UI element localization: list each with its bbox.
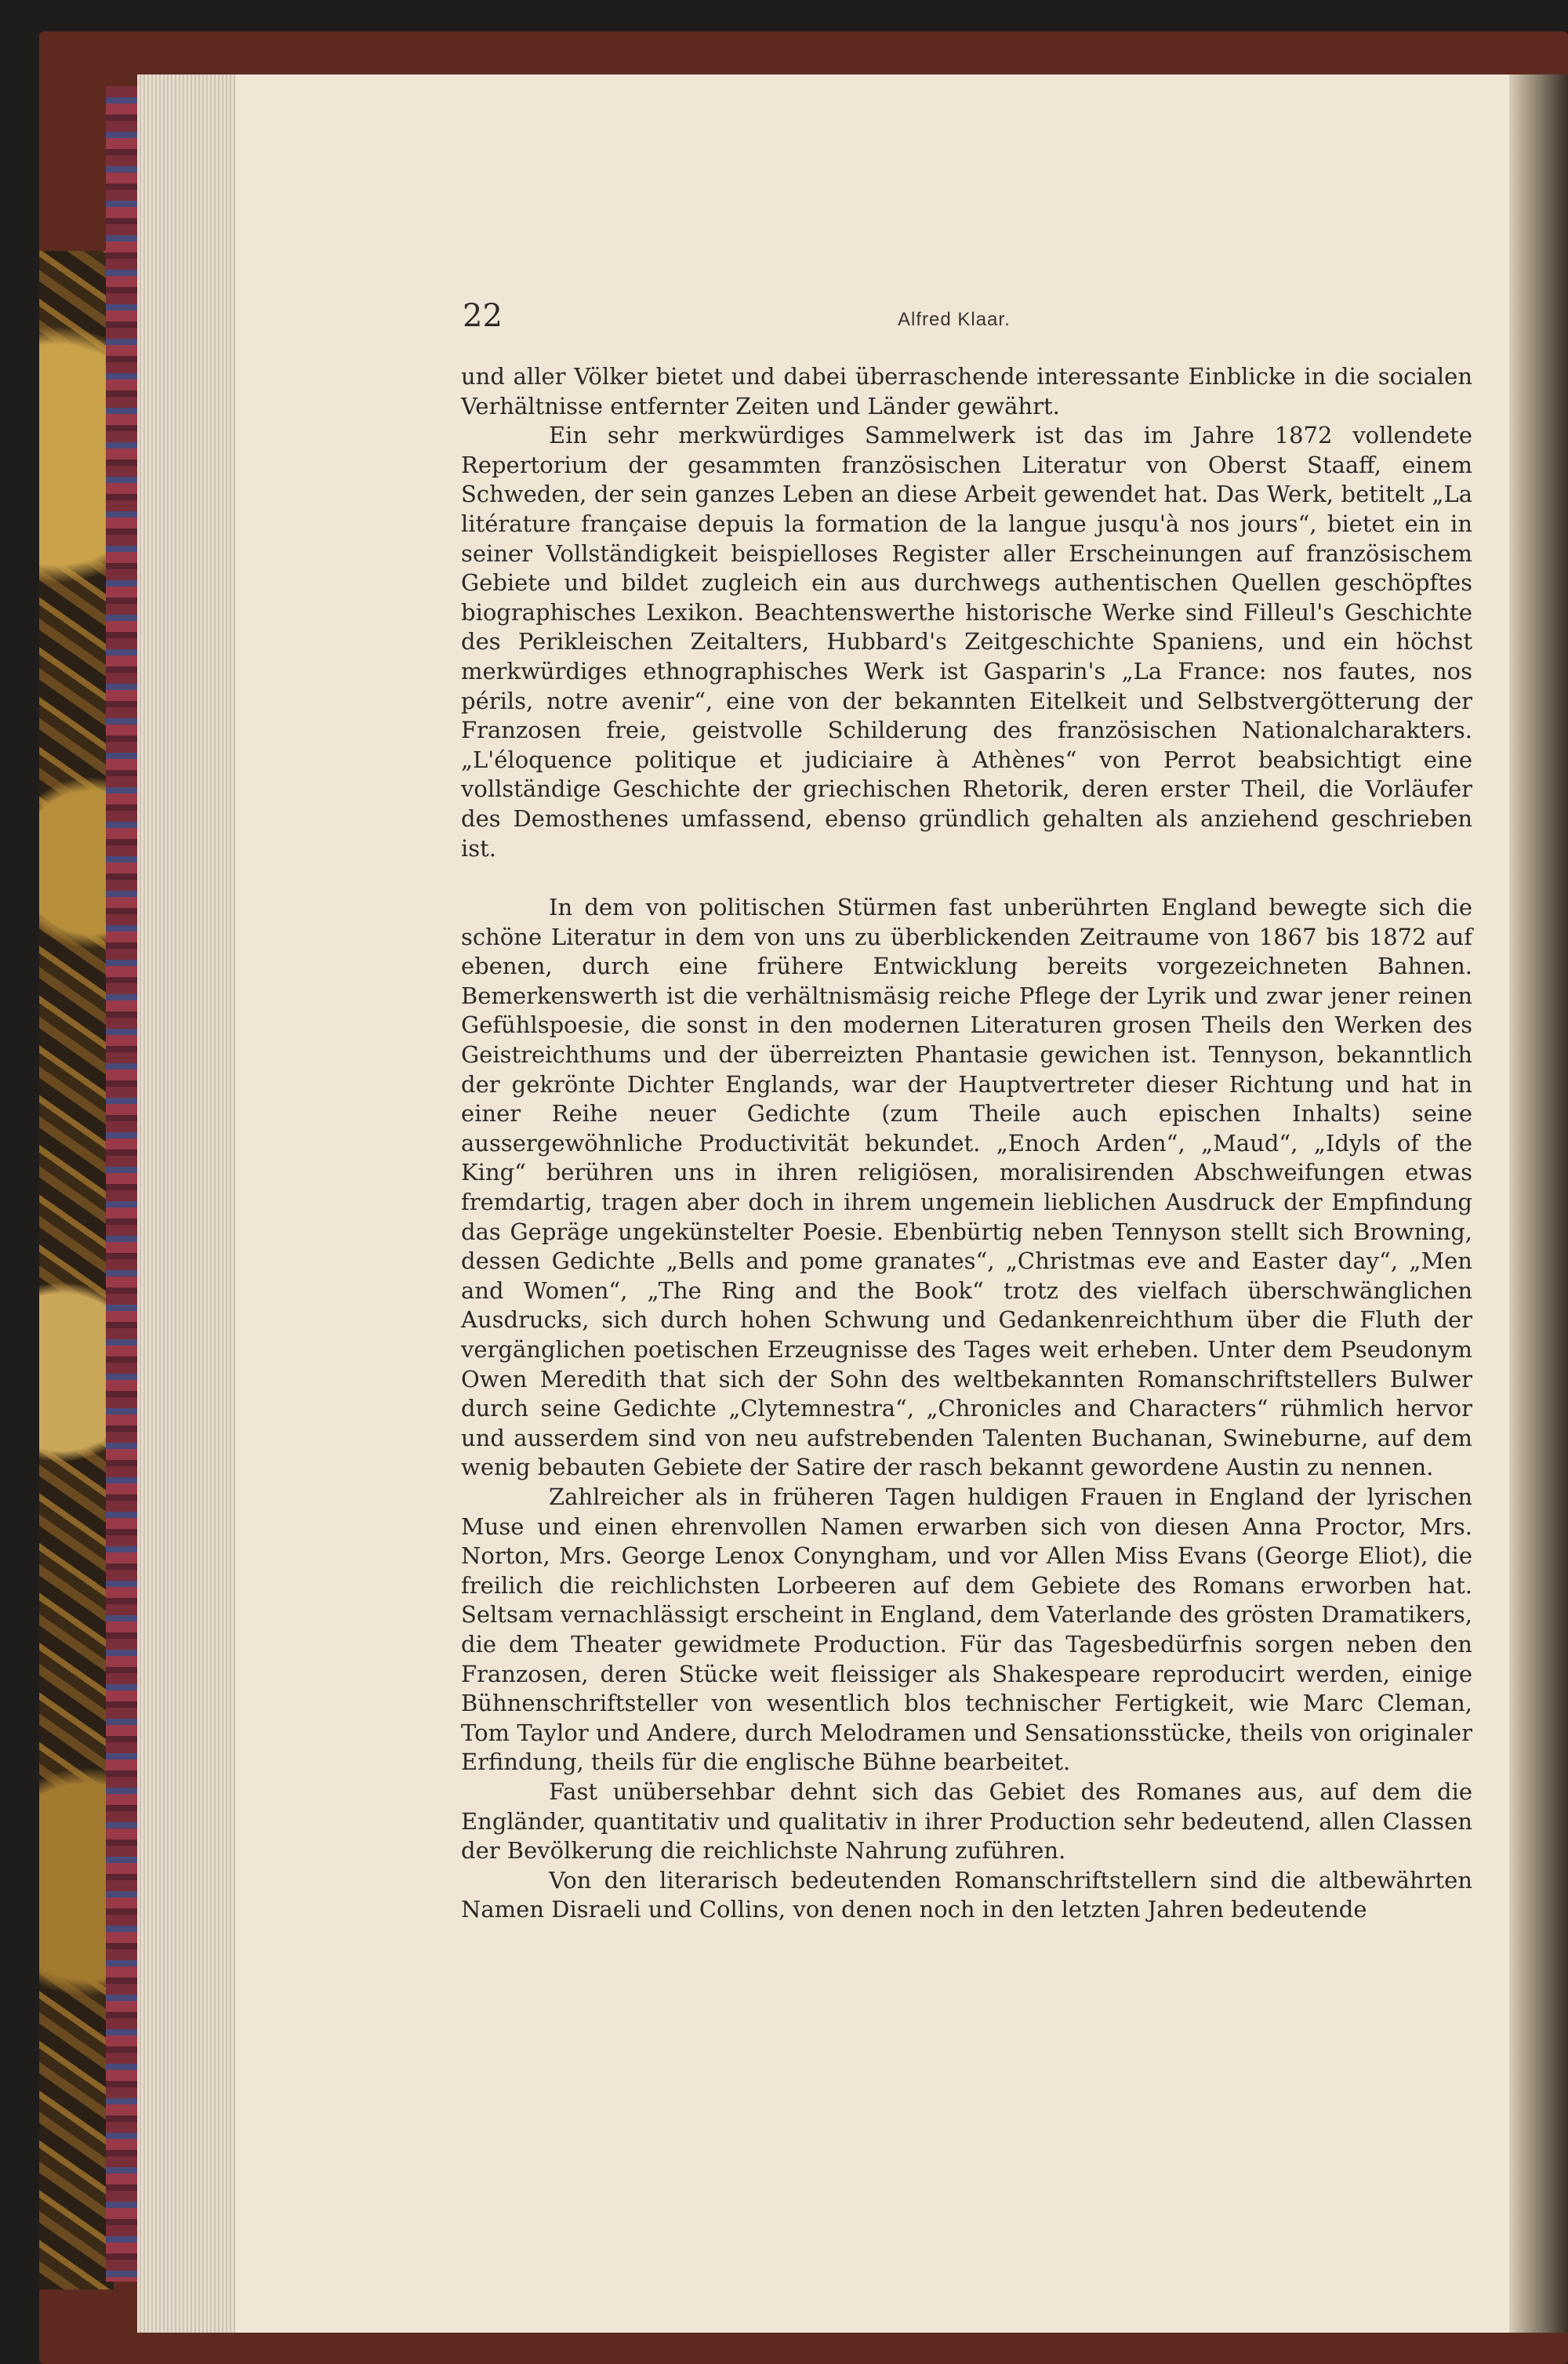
running-head: Alfred Klaar. bbox=[898, 309, 1011, 330]
body-text bbox=[461, 362, 1472, 1925]
paragraph: und aller Völker bietet und dabei überraschende interessante Einblicke in die socialen Verhältnisse entfernter Zeiten und Länder gewährt. bbox=[461, 363, 1472, 419]
paragraph: In dem von politischen Stürmen fast unberührten England bewegte sich die schöne Literatur in dem von uns zu überblickenden Zeitraume von 1867 bis 1872 auf ebenen, durch eine frühere Entwicklung bereits vorgezeichneten Bahnen. Bemerkenswerth ist die verhältnismäsig reiche Pflege der Lyrik und zwar jener reinen Gefühlspoesie, die sonst in den modernen Literaturen grosen Theils den Werken des Geistreichthums und der überreizten Phantasie gewichen ist. Tennyson, bekanntlich der gekrönte Dichter Englands, war der Hauptvertreter dieser Richtung und hat in einer Reihe neuer Gedichte (zum Theile auch epischen Inhalts) seine aussergewöhnliche Productivität bekundet. „Enoch Arden“, „Maud“, „Idyls of the King“ berühren uns in ihren religiösen, moralisirenden Abschweifungen etwas fremdartig, tragen aber doch in ihrem ungemein lieblichen Ausdruck der Empfindung das Gepräge ungekünstelter Poesie. Ebenbürtig neben Tennyson stellt sich Browning, dessen Gedichte „Bells and pome granates“, „Christmas eve and Easter day“, „Men and Women“, „The Ring and the Book“ trotz des vielfach überschwänglichen Ausdrucks, sich durch hohen Schwung und Gedankenreichthum über die Fluth der vergänglichen poetischen Erzeugnisse des Tages weit erheben. Unter dem Pseudonym Owen Meredith that sich der Sohn des weltbekannten Romanschriftstellers Bulwer durch seine Gedichte „Clytemnestra“, „Chronicles and Characters“ rühmlich hervor und ausserdem sind von neu aufstrebenden Talenten Buchanan, Swineburne, auf dem wenig bebauten Gebiete der Satire der rasch bekannt gewordene Austin zu nennen. bbox=[461, 894, 1472, 1481]
marbled-endpaper bbox=[39, 251, 114, 2290]
gutter-shadow bbox=[1509, 74, 1568, 2333]
paragraph: Von den literarisch bedeutenden Romanschriftstellern sind die altbewährten Namen Disraeli und Collins, von denen noch in den letzten Jahren bedeutende bbox=[461, 1866, 1472, 1923]
page-header bbox=[463, 298, 1474, 345]
headband bbox=[106, 86, 137, 2282]
page-number: 22 bbox=[463, 298, 503, 334]
paragraph: Fast unübersehbar dehnt sich das Gebiet des Romanes aus, auf dem die Engländer, quantitativ und qualitativ in ihrer Production sehr bedeutend, allen Classen der Bevölkerung die reichlichste Nahrung zuführen. bbox=[461, 1778, 1472, 1865]
paragraph: Zahlreicher als in früheren Tagen huldigen Frauen in England der lyrischen Muse und einen ehrenvollen Namen erwarben sich von diesen Anna Proctor, Mrs. Norton, Mrs. George Lenox Conyngham, und vor Allen Miss Evans (George Eliot), die freilich die reichlichsten Lorbeeren auf dem Gebiete des Romans erworben hat. Seltsam vernachlässigt erscheint in England, dem Vaterlande des grösten Dramatikers, die dem Theater gewidmete Production. Für das Tagesbedürfnis sorgen neben den Franzosen, deren Stücke weit fleissiger als Shakespeare reproducirt werden, einige Bühnenschriftsteller von wesentlich blos technischer Fertigkeit, wie Marc Cleman, Tom Taylor und Andere, durch Melodramen und Sensationsstücke, theils von originaler Erfindung, theils für die englische Bühne bearbeitet. bbox=[461, 1483, 1472, 1776]
paragraph: Ein sehr merkwürdiges Sammelwerk ist das im Jahre 1872 vollendete Repertorium der gesammten französischen Literatur von Oberst Staaff, einem Schweden, der sein ganzes Leben an diese Arbeit gewendet hat. Das Werk, betitelt „La litérature française depuis la formation de la langue jusqu'à nos jours“, bietet ein in seiner Vollständigkeit beispielloses Register aller Erscheinungen auf französischem Gebiete und bildet zugleich ein aus durchwegs authentischen Quellen geschöpftes biographisches Lexikon. Beachtenswerthe historische Werke sind Filleul's Geschichte des Perikleischen Zeitalters, Hubbard's Zeitgeschichte Spaniens, und ein höchst merkwürdiges ethnographisches Werk ist Gasparin's „La France: nos fautes, nos périls, notre avenir“, eine von der bekannten Eitelkeit und Selbstvergötterung der Franzosen freie, geistvolle Schilderung des französischen Nationalcharakters. „L'éloquence politique et judiciaire à Athènes“ von Perrot beabsichtigt eine vollständige Geschichte der griechischen Rhetorik, deren erster Theil, die Vorläufer des Demosthenes umfassend, ebenso gründlich gehalten als anziehend geschrieben ist. bbox=[461, 422, 1472, 862]
page-edges bbox=[137, 74, 239, 2333]
